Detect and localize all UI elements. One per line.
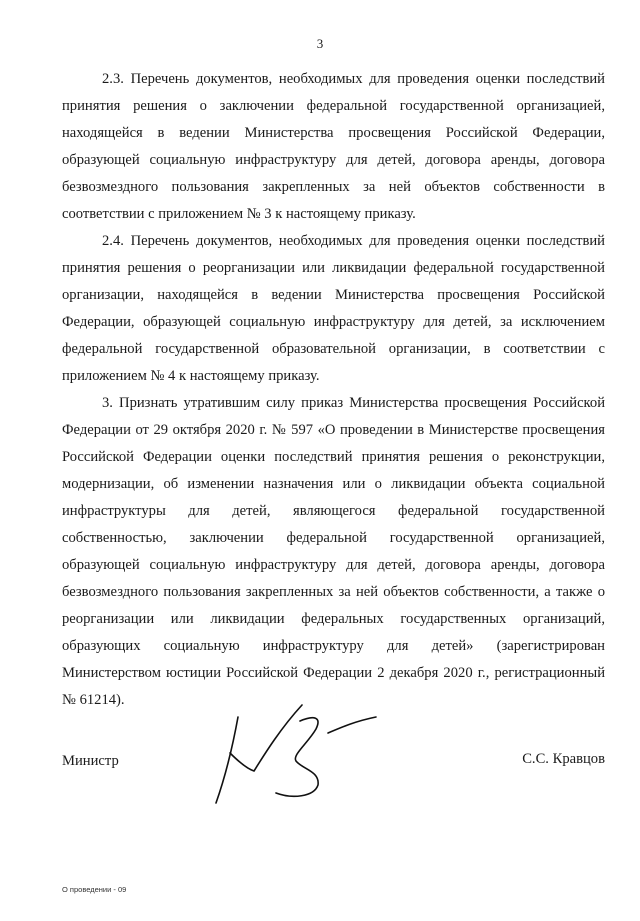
handwritten-signature [210,699,390,809]
document-body [62,66,605,714]
paragraph-3: 3. Признать утратившим силу приказ Министерства просвещения Российской Федерации от 29 октября 2020 г. № 597 «О проведении в Министерстве просвещения Российской Федерации оценки последствий принятия решения о реконструкции, модернизации, об изменении назначения или о ликвидации объекта социальной инфраструктуры для детей, являющегося федеральной государственной собственностью, заключении федеральной государственной организацией, образующей социальную инфраструктуру для детей, договора аренды, договора безвозмездного пользования закрепленных за ней объектов собственности, а также о реорганизации или ликвидации федеральных государственных организаций, образующих социальную инфраструктуру для детей» (зарегистрирован Министерством юстиции Российской Федерации 2 декабря 2020 г., регистрационный № 61214). [62,395,605,708]
signature-block [62,745,605,845]
paragraph-2-4: 2.4. Перечень документов, необходимых для проведения оценки последствий принятия решения о реорганизации или ликвидации федеральной государственной организации, находящейся в ведении Министерства просвещения Российской Федерации, образующей социальную инфраструктуру для детей, за исключением федеральной государственной образовательной организации, в соответствии с приложением № 4 к настоящему приказу. [62,233,605,384]
page-number: 3 [316,36,324,51]
footer-document-code: О проведении - 09 [62,885,127,894]
paragraph-2-3: 2.3. Перечень документов, необходимых для проведения оценки последствий принятия решения о заключении федеральной государственной организацией, находящейся в ведении Министерства просвещения Российской Федерации, образующей социальную инфраструктуру для детей, договора аренды, договора безвозмездного пользования закрепленных за ней объектов собственности в соответствии с приложением № 3 к настоящему приказу. [62,71,605,222]
signatory-name: С.С. Кравцов [522,751,605,767]
signatory-title: Министр [62,753,119,769]
